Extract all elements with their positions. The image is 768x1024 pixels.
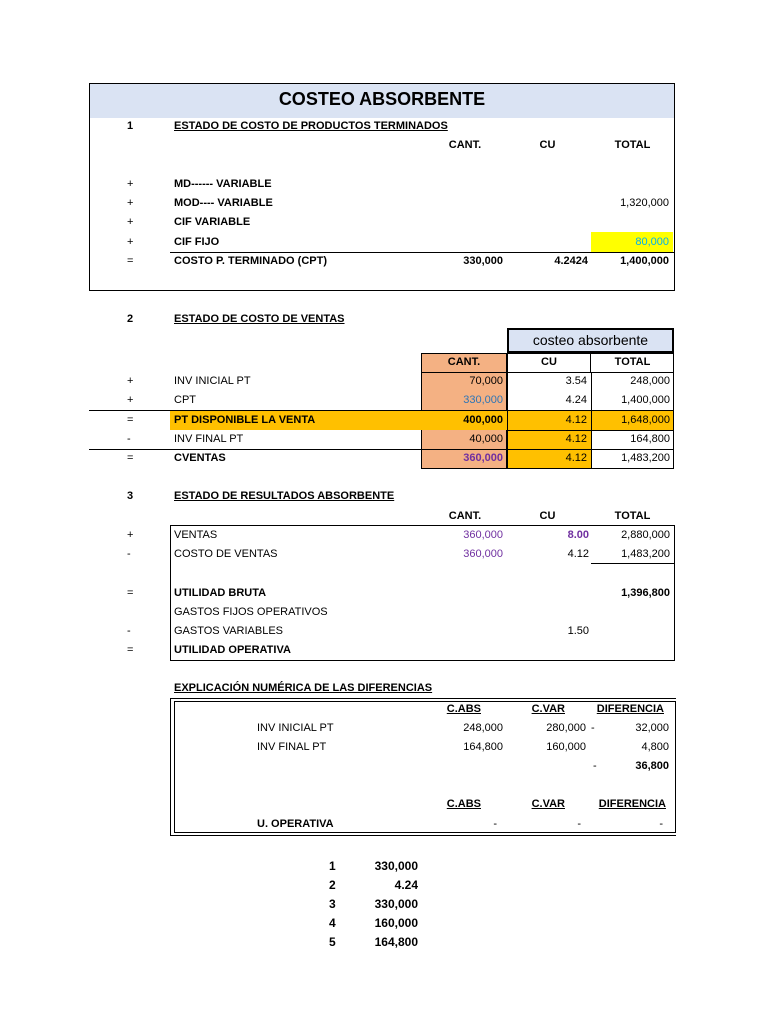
s1-col-total: TOTAL: [614, 139, 651, 151]
s1-row-label: MOD---- VARIABLE: [174, 197, 273, 209]
s2-col-cant: CANT.: [447, 356, 481, 368]
list-item-value: 4.24: [394, 878, 418, 892]
s4-row-dif: 32,000: [635, 722, 669, 734]
s2-row-sign: +: [127, 375, 134, 387]
s2-row-label: INV INICIAL PT: [174, 375, 251, 387]
s2-row-label: CPT: [174, 394, 196, 406]
s4-row-label: INV FINAL PT: [257, 741, 327, 753]
s4-row-cvar: 280,000: [546, 722, 586, 734]
s1-row-sign: =: [127, 255, 134, 267]
s1-row-total: 1,320,000: [620, 197, 669, 209]
s2-row-cant: 70,000: [469, 375, 503, 387]
s4-uop-cvar: -: [577, 818, 581, 830]
list-item-value: 160,000: [374, 916, 418, 930]
s3-row-sign: +: [127, 529, 134, 541]
s4-uop-label: U. OPERATIVA: [257, 818, 334, 830]
s2-row-sign: +: [127, 394, 134, 406]
s4-row-dif: 4,800: [641, 741, 669, 753]
s3-row-cu: 4.12: [567, 548, 589, 560]
s4-col-dif-2: DIFERENCIA: [598, 798, 666, 810]
s2-row-cant: 330,000: [463, 394, 503, 406]
section-2-heading: ESTADO DE COSTO DE VENTAS: [174, 313, 345, 325]
s1-row-label: COSTO P. TERMINADO (CPT): [174, 255, 327, 267]
s2-row-label: CVENTAS: [174, 452, 226, 464]
s4-uop-dif: -: [659, 818, 663, 830]
s3-row-label: GASTOS FIJOS OPERATIVOS: [174, 606, 328, 618]
list-item-value: 330,000: [374, 897, 418, 911]
s2-row-cu: 3.54: [565, 375, 587, 387]
s2-row-sign: =: [127, 452, 134, 464]
s2-row-cant: 360,000: [463, 452, 503, 464]
s2-row-cu: 4.12: [565, 452, 587, 464]
section-1-number: 1: [127, 120, 134, 132]
list-item-number: 2: [329, 878, 336, 892]
s1-row-sign: +: [127, 216, 134, 228]
s4-row-cabs: 164,800: [463, 741, 503, 753]
section-1-heading: ESTADO DE COSTO DE PRODUCTOS TERMINADOS: [174, 120, 448, 132]
s3-row-cant: 360,000: [463, 548, 503, 560]
s4-row-sign: -: [591, 722, 595, 734]
s4-col-cvar: C.VAR: [531, 703, 565, 715]
s2-row-total: 164,800: [630, 433, 670, 445]
s1-row-cu: 4.2424: [554, 255, 588, 267]
s4-row-cabs: 248,000: [463, 722, 503, 734]
s1-total-rule: [170, 252, 674, 253]
s1-col-cu: CU: [539, 139, 556, 151]
s4-col-cabs: C.ABS: [446, 703, 481, 715]
section-3-heading: ESTADO DE RESULTADOS ABSORBENTE: [174, 490, 395, 502]
s3-row-label: COSTO DE VENTAS: [174, 548, 278, 560]
s1-row-sign: +: [127, 197, 134, 209]
s2-row-total: 1,400,000: [621, 394, 670, 406]
s3-row-sign: =: [127, 587, 134, 599]
s2-rule: [89, 449, 674, 450]
s3-col-cant: CANT.: [448, 510, 482, 522]
s1-row-sign: +: [127, 236, 134, 248]
s3-row-sign: -: [127, 625, 131, 637]
s2-row-sign: =: [127, 414, 134, 426]
s1-row-label: CIF VARIABLE: [174, 216, 251, 228]
s4-col-cvar-2: C.VAR: [531, 798, 565, 810]
s2-col-cu: CU: [541, 356, 557, 368]
s4-row-cvar: 160,000: [546, 741, 586, 753]
list-item-number: 1: [329, 859, 336, 873]
s1-row-label: CIF FIJO: [174, 236, 220, 248]
s3-row-cu: 1.50: [567, 625, 589, 637]
s2-rule: [89, 410, 674, 411]
s3-row-total: 2,880,000: [621, 529, 670, 541]
s4-sum-value: 36,800: [635, 760, 669, 772]
s3-row-sign: =: [127, 644, 134, 656]
s2-row-cu: 4.12: [565, 433, 587, 445]
s1-row-label: MD------ VARIABLE: [174, 178, 272, 190]
section-3-number: 3: [127, 490, 134, 502]
s3-row-label: UTILIDAD OPERATIVA: [174, 644, 291, 656]
list-item-value: 164,800: [374, 935, 418, 949]
s1-row-total: 80,000: [635, 236, 669, 248]
s3-row-total: 1,483,200: [621, 548, 670, 560]
page-title: COSTEO ABSORBENTE: [278, 89, 486, 109]
s2-grid-line: [507, 430, 674, 431]
s1-row-total: 1,400,000: [620, 255, 669, 267]
s4-col-dif: DIFERENCIA: [596, 703, 664, 715]
s4-col-cabs-2: C.ABS: [446, 798, 481, 810]
s2-row-sign: -: [127, 433, 131, 445]
s2-grid-line: [421, 372, 674, 373]
list-item-number: 4: [329, 916, 336, 930]
s3-row-sign: -: [127, 548, 131, 560]
s2-row-cant: 400,000: [463, 414, 503, 426]
s2-row-total: 1,483,200: [621, 452, 670, 464]
s3-col-cu: CU: [539, 510, 556, 522]
s4-uop-cabs: -: [493, 818, 497, 830]
s2-row-label: PT DISPONIBLE LA VENTA: [174, 414, 316, 426]
section-2-number: 2: [127, 313, 134, 325]
s2-col-total: TOTAL: [614, 356, 651, 368]
list-item-value: 330,000: [374, 859, 418, 873]
s2-row-cu: 4.24: [565, 394, 587, 406]
s2-row-cu: 4.12: [565, 414, 587, 426]
s1-col-cant: CANT.: [448, 139, 482, 151]
s3-rule: [591, 563, 674, 564]
s3-row-total: 1,396,800: [621, 587, 670, 599]
section-4-heading: EXPLICACIÓN NUMÉRICA DE LAS DIFERENCIAS: [174, 682, 433, 694]
s3-col-total: TOTAL: [614, 510, 651, 522]
s3-row-label: UTILIDAD BRUTA: [174, 587, 267, 599]
s2-row-label: INV FINAL PT: [174, 433, 244, 445]
s3-row-label: VENTAS: [174, 529, 218, 541]
s1-row-cant: 330,000: [463, 255, 503, 267]
costeo-absorbente-title: costeo absorbente: [532, 332, 649, 348]
s2-row-cant: 40,000: [469, 433, 503, 445]
s3-row-cu: 8.00: [567, 529, 589, 541]
s4-sum-sign: -: [593, 760, 597, 772]
s4-row-label: INV INICIAL PT: [257, 722, 334, 734]
list-item-number: 3: [329, 897, 336, 911]
list-item-number: 5: [329, 935, 336, 949]
s3-row-cant: 360,000: [463, 529, 503, 541]
s2-row-total: 1,648,000: [621, 414, 670, 426]
s1-row-sign: +: [127, 178, 134, 190]
s2-row-total: 248,000: [630, 375, 670, 387]
s3-row-label: GASTOS VARIABLES: [174, 625, 284, 637]
